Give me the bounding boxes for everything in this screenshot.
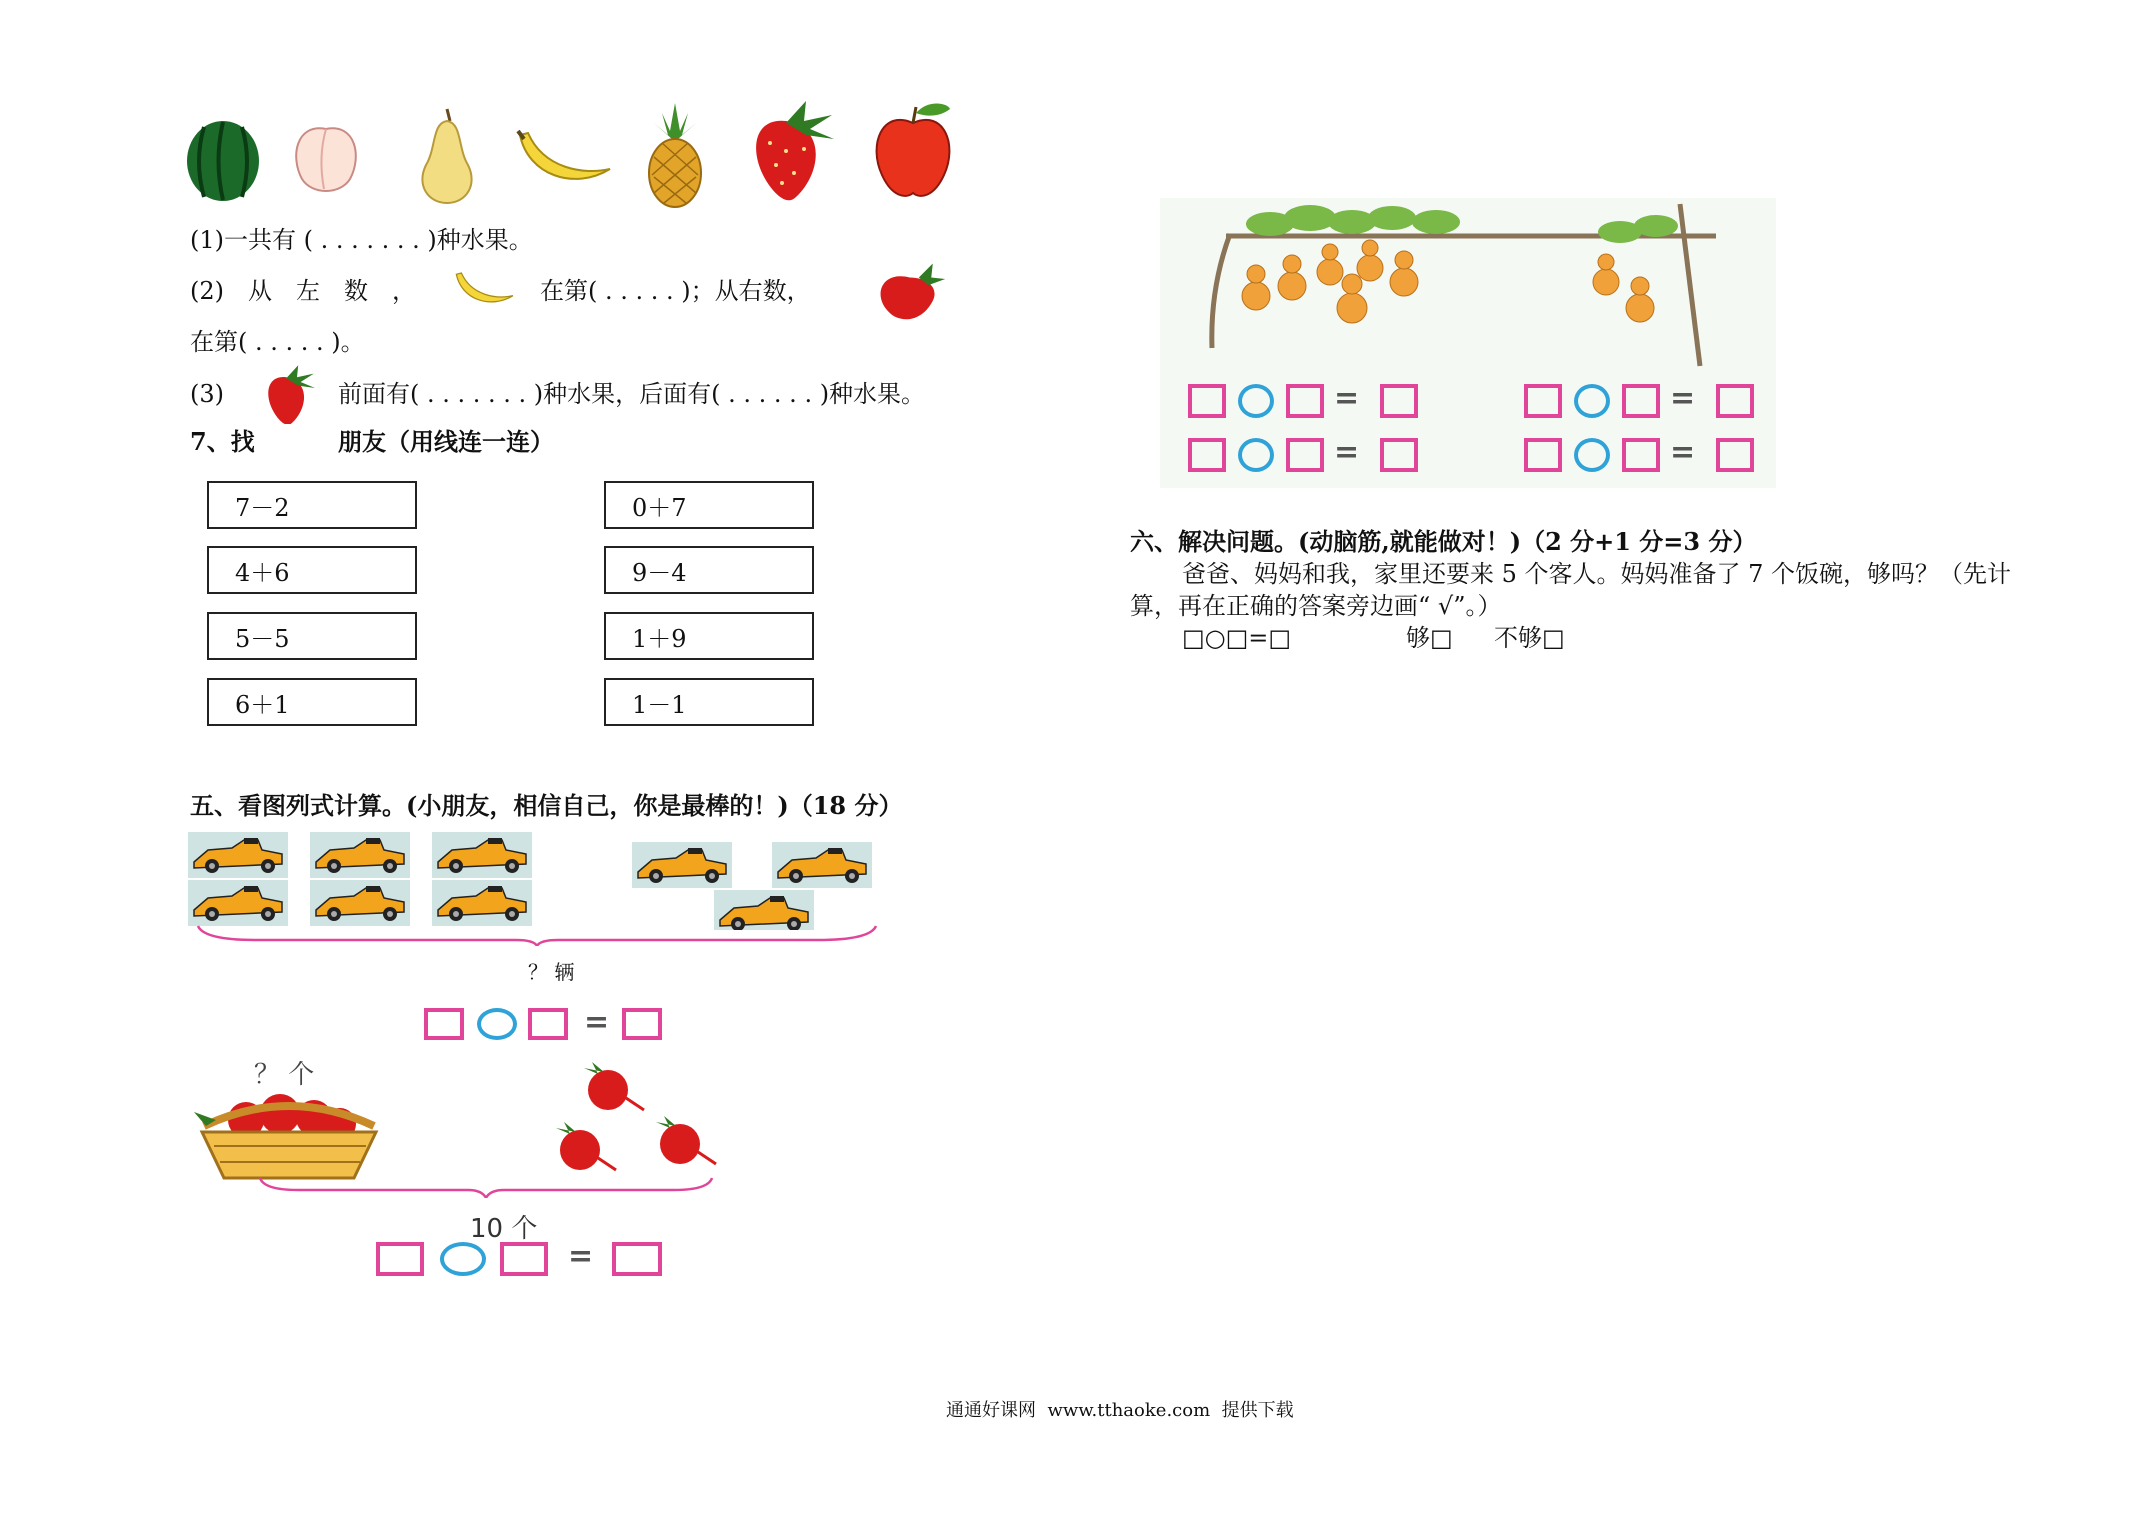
question-2-line1b: 在第( . . . . . )；从右数， <box>540 277 811 305</box>
answer-box[interactable] <box>612 1242 662 1276</box>
left-equation-3[interactable]: 5－5 <box>207 612 417 660</box>
strawberry-icon <box>746 99 842 205</box>
cars-question-label: ？ 辆 <box>528 960 575 984</box>
not-enough-option[interactable]: 不够□ <box>1494 624 1565 652</box>
left-equation-4[interactable]: 6＋1 <box>207 678 417 726</box>
apple-icon <box>868 99 958 203</box>
answer-box[interactable] <box>1380 438 1418 472</box>
equals-sign: = <box>1334 381 1360 416</box>
brace <box>196 922 878 946</box>
section-5-title: 五、看图列式计算。(小朋友，相信自己，你是最棒的！)（18 分） <box>190 791 903 820</box>
operator-circle[interactable] <box>477 1008 517 1040</box>
operator-circle[interactable] <box>1238 438 1274 472</box>
total-label: 10 个 <box>470 1214 538 1244</box>
watermelon-icon <box>184 119 262 203</box>
answer-box[interactable] <box>1286 438 1324 472</box>
operator-circle[interactable] <box>1574 384 1610 418</box>
question-7-a: 7、找 <box>190 427 255 456</box>
equals-sign: = <box>1670 381 1696 416</box>
race-car-icon <box>188 830 878 930</box>
brace <box>258 1174 714 1198</box>
equals-sign: = <box>1670 435 1696 470</box>
answer-box[interactable] <box>1524 384 1562 418</box>
question-2-line1a: (2) 从 左 数 ， <box>190 277 416 305</box>
radish-icon <box>574 1058 648 1114</box>
answer-box[interactable] <box>528 1008 568 1040</box>
banana-icon <box>514 125 614 195</box>
basket-question-label: ？ 个 <box>254 1060 315 1090</box>
answer-box[interactable] <box>500 1242 548 1276</box>
answer-box[interactable] <box>1716 384 1754 418</box>
pineapple-icon <box>642 101 708 209</box>
equals-sign: = <box>568 1239 594 1274</box>
peach-icon <box>288 117 364 197</box>
question-3-text: 前面有( . . . . . . . )种水果，后面有( . . . . . . )种水果。 <box>338 380 926 408</box>
radish-icon <box>546 1118 620 1174</box>
answer-box[interactable] <box>1188 384 1226 418</box>
operator-circle[interactable] <box>440 1242 486 1276</box>
gourd-trellis-icon <box>1160 198 1776 378</box>
section-6-line1: 爸爸、妈妈和我，家里还要来 5 个客人。妈妈准备了 7 个饭碗，够吗？（先计 <box>1182 560 2012 588</box>
question-2-line2: 在第( . . . . . )。 <box>190 328 365 356</box>
answer-box[interactable] <box>424 1008 464 1040</box>
answer-box[interactable] <box>1524 438 1562 472</box>
right-equation-1[interactable]: 0＋7 <box>604 481 814 529</box>
cars-illustration <box>188 830 878 930</box>
answer-box[interactable] <box>376 1242 424 1276</box>
basket-icon <box>194 1076 384 1186</box>
right-equation-2[interactable]: 9－4 <box>604 546 814 594</box>
operator-circle[interactable] <box>1238 384 1274 418</box>
answer-box[interactable] <box>1188 438 1226 472</box>
operator-circle[interactable] <box>1574 438 1610 472</box>
banana-icon <box>452 268 516 312</box>
question-1: (1)一共有 ( . . . . . . . )种水果。 <box>190 226 533 254</box>
left-equation-1[interactable]: 7－2 <box>207 481 417 529</box>
strawberry-icon <box>262 364 320 424</box>
answer-box[interactable] <box>1716 438 1754 472</box>
answer-box[interactable] <box>1622 438 1660 472</box>
footer-text: 通通好课网 www.tthaoke.com 提供下载 <box>946 1400 1294 1421</box>
pear-icon <box>412 105 482 205</box>
right-equation-4[interactable]: 1－1 <box>604 678 814 726</box>
section-6-answer[interactable]: □○□=□ <box>1182 624 1292 652</box>
equals-sign: = <box>1334 435 1360 470</box>
strawberry-icon <box>870 262 946 324</box>
question-3-label: (3) <box>190 380 224 408</box>
section-6-line2: 算，再在正确的答案旁边画“ √”。） <box>1130 592 1502 620</box>
question-7-b: 朋友（用线连一连） <box>338 427 554 456</box>
answer-box[interactable] <box>1622 384 1660 418</box>
radish-icon <box>646 1112 720 1168</box>
left-equation-2[interactable]: 4＋6 <box>207 546 417 594</box>
answer-box[interactable] <box>1380 384 1418 418</box>
enough-option[interactable]: 够□ <box>1406 624 1453 652</box>
fruit-row <box>180 95 960 215</box>
section-6-title: 六、解决问题。(动脑筋,就能做对！)（2 分+1 分=3 分） <box>1130 527 1757 556</box>
right-equation-3[interactable]: 1＋9 <box>604 612 814 660</box>
answer-box[interactable] <box>622 1008 662 1040</box>
answer-box[interactable] <box>1286 384 1324 418</box>
equals-sign: = <box>584 1005 610 1040</box>
